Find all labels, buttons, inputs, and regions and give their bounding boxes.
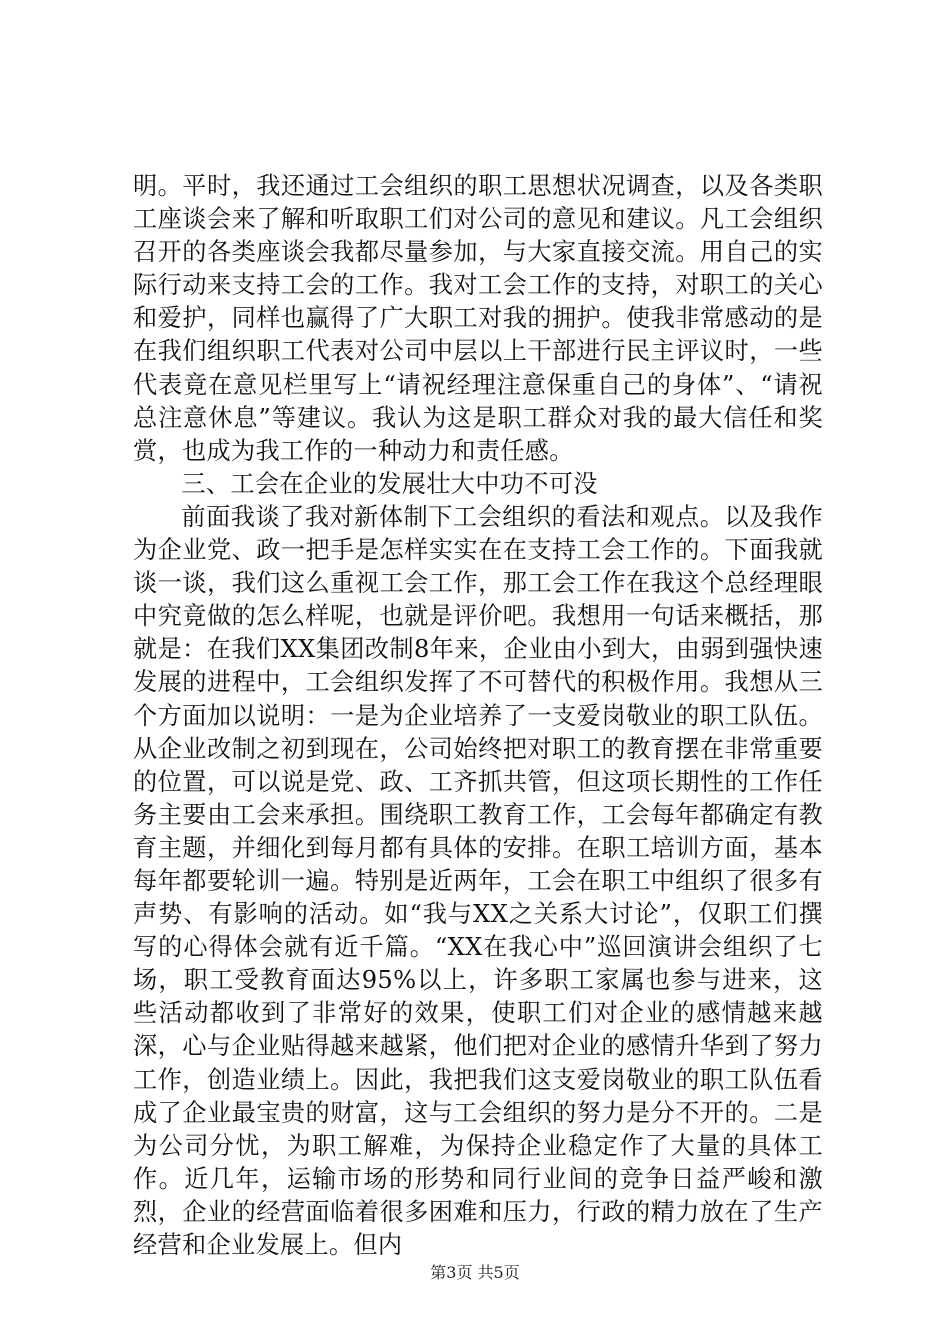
paragraph-body: 前面我谈了我对新体制下工会组织的看法和观点。以及我作为企业党、政一把手是怎样实实在在支持工会工作的。下面我就谈一谈，我们这么重视工会工作，那工会工作在我这个总经理眼中究竟做的怎么样呢，也就是评价吧。我想用一句话来概括，那就是：在我们XX集团改制8年来，企业由小到大，由弱到强快速发展的进程中，工会组织发挥了不可替代的积极作用。我想从三个方面加以说明：一是为企业培养了一支爱岗敬业的职工队伍。从企业改制之初到现在，公司始终把对职工的教育摆在非常重要的位置，可以说是党、政、工齐抓共管，但这项长期性的工作任务主要由工会来承担。围绕职工教育工作，工会每年都确定有教育主题，并细化到每月都有具体的安排。在职工培训方面，基本每年都要轮训一遍。特别是近两年，工会在职工中组织了很多有声势、有影响的活动。如“我与XX之关系大讨论”，仅职工们撰写的心得体会就有近千篇。“XX在我心中”巡回演讲会组织了七场，职工受教育面达95%以上，许多职工家属也参与进来，这些活动都收到了非常好的效果，使职工们对企业的感情越来越深，心与企业贴得越来越紧，他们把对企业的感情升华到了努力工作，创造业绩上。因此，我把我们这支爱岗敬业的职工队伍看成了企业最宝贵的财富，这与工会组织的努力是分不开的。二是为公司分忧，为职工解难，为保持企业稳定作了大量的具体工作。近几年，运输市场的形势和同行业间的竞争日益严峻和激烈，企业的经营面临着很多困难和压力，行政的精力放在了生产经营和企业发展上。但内 <box>133 502 823 1259</box>
page-footer: 第3页 共5页 <box>430 1263 520 1282</box>
section-heading: 三、工会在企业的发展壮大中功不可没 <box>181 469 598 498</box>
paragraph-continuation: 明。平时，我还通过工会组织的职工思想状况调查，以及各类职工座谈会来了解和听取职工们对公司的意见和建议。凡工会组织召开的各类座谈会我都尽量参加，与大家直接交流。用自己的实际行动来支持工会的工作。我对工会工作的支持，对职工的关心和爱护，同样也赢得了广大职工对我的拥护。使我非常感动的是在我们组织职工代表对公司中层以上干部进行民主评议时，一些代表竟在意见栏里写上“请祝经理注意保重自己的身体”、“请祝总注意休息”等建议。我认为这是职工群众对我的最大信任和奖赏，也成为我工作的一种动力和责任感。 <box>133 172 823 465</box>
document-body <box>133 170 823 1262</box>
